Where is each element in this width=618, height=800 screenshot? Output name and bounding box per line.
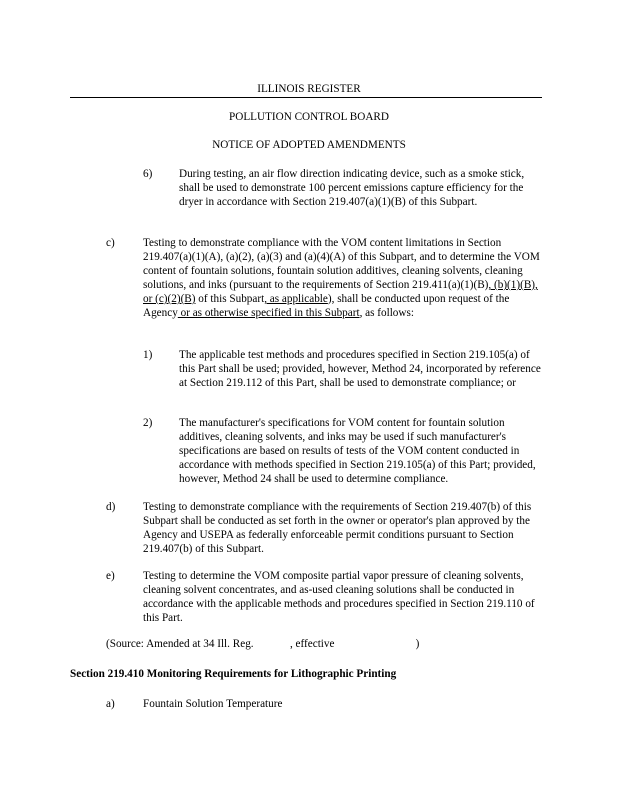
section-heading: Section 219.410 Monitoring Requirements for Lithographic Printing <box>70 668 397 680</box>
source-suffix: ) <box>415 638 420 650</box>
item-c-part3: ), shall be conducted upon request of the Agency <box>143 293 510 319</box>
item-6-number: 6) <box>143 168 153 180</box>
item-c-inserted-2: , as applicable <box>264 293 328 305</box>
item-c1-text: The applicable test methods and procedures specified in Section 219.105(a) of this Part shall be used; provided, however, Method 24, incorporated by reference at Section 219.112 of this Part, shall be used to demonstrate compliance; or <box>179 349 541 389</box>
item-c-part2: of this Subpart <box>195 293 265 305</box>
source-prefix: (Source: Amended at 34 Ill. Reg. <box>106 638 257 650</box>
item-d-text: Testing to demonstrate compliance with the requirements of Section 219.407(b) of this Subpart shall be conducted as set forth in the owner or operator's plan approved by the Agency and USEPA as federally enforceable permit conditions pursuant to Section 219.407(b) of this Subpart. <box>143 501 532 555</box>
item-a-text: Fountain Solution Temperature <box>143 698 283 710</box>
source-middle: , effective <box>289 638 338 650</box>
item-e-text: Testing to determine the VOM composite partial vapor pressure of cleaning solvents, cleaning solvent concentrates, and as-used cleaning solutions shall be conducted in accordance with the applicable methods and procedures specified in Section 219.110 of this Part. <box>143 570 535 624</box>
source-note <box>106 637 419 651</box>
source-blank-date: ______________ <box>337 638 416 650</box>
item-c-text <box>143 236 543 320</box>
header-board: POLLUTION CONTROL BOARD <box>229 111 389 123</box>
header-rule <box>70 97 542 98</box>
item-c1-number: 1) <box>143 349 153 361</box>
item-c-inserted-3: or as otherwise specified in this Subpart <box>177 307 360 319</box>
item-e-number: e) <box>106 570 115 582</box>
item-6-text: During testing, an air flow direction indicating device, such as a smoke stick, shall be used to demonstrate 100 percent emissions capture efficiency for the dryer in accordance with Section 219.407(a)(1)(B) of this Subpart. <box>179 168 525 208</box>
item-c-part4: , as follows: <box>359 307 414 319</box>
item-c2-text: The manufacturer's specifications for VOM content for fountain solution additives, cleaning solvents, and inks may be used if such manufacturer's specifications are based on results of tests of the VOM content conducted in accordance with methods specified in Section 219.105(a) of this Part; provided, however, Method 24 shall be used to determine compliance. <box>179 417 536 485</box>
item-c-inserted-1: , (b)(1)(B), or (c)(2)(B) <box>143 279 538 305</box>
item-c-number: c) <box>106 237 115 249</box>
item-c2-number: 2) <box>143 417 153 429</box>
item-c-part1: Testing to demonstrate compliance with the VOM content limitations in Section 219.407(a)(1)(A), (a)(2), (a)(3) and (a)(4)(A) of this Subpart, and to determine the VOM content of fountain solutions, fountain solution additives, cleaning solvents, cleaning solutions, and inks (pursuant to the requirements of Section 219.411(a)(1)(B) <box>143 237 540 291</box>
header-notice: NOTICE OF ADOPTED AMENDMENTS <box>212 139 406 151</box>
source-blank-volume: ______ <box>256 638 290 650</box>
item-d-number: d) <box>106 501 116 513</box>
header-register: ILLINOIS REGISTER <box>257 83 361 95</box>
item-a-number: a) <box>106 698 115 710</box>
